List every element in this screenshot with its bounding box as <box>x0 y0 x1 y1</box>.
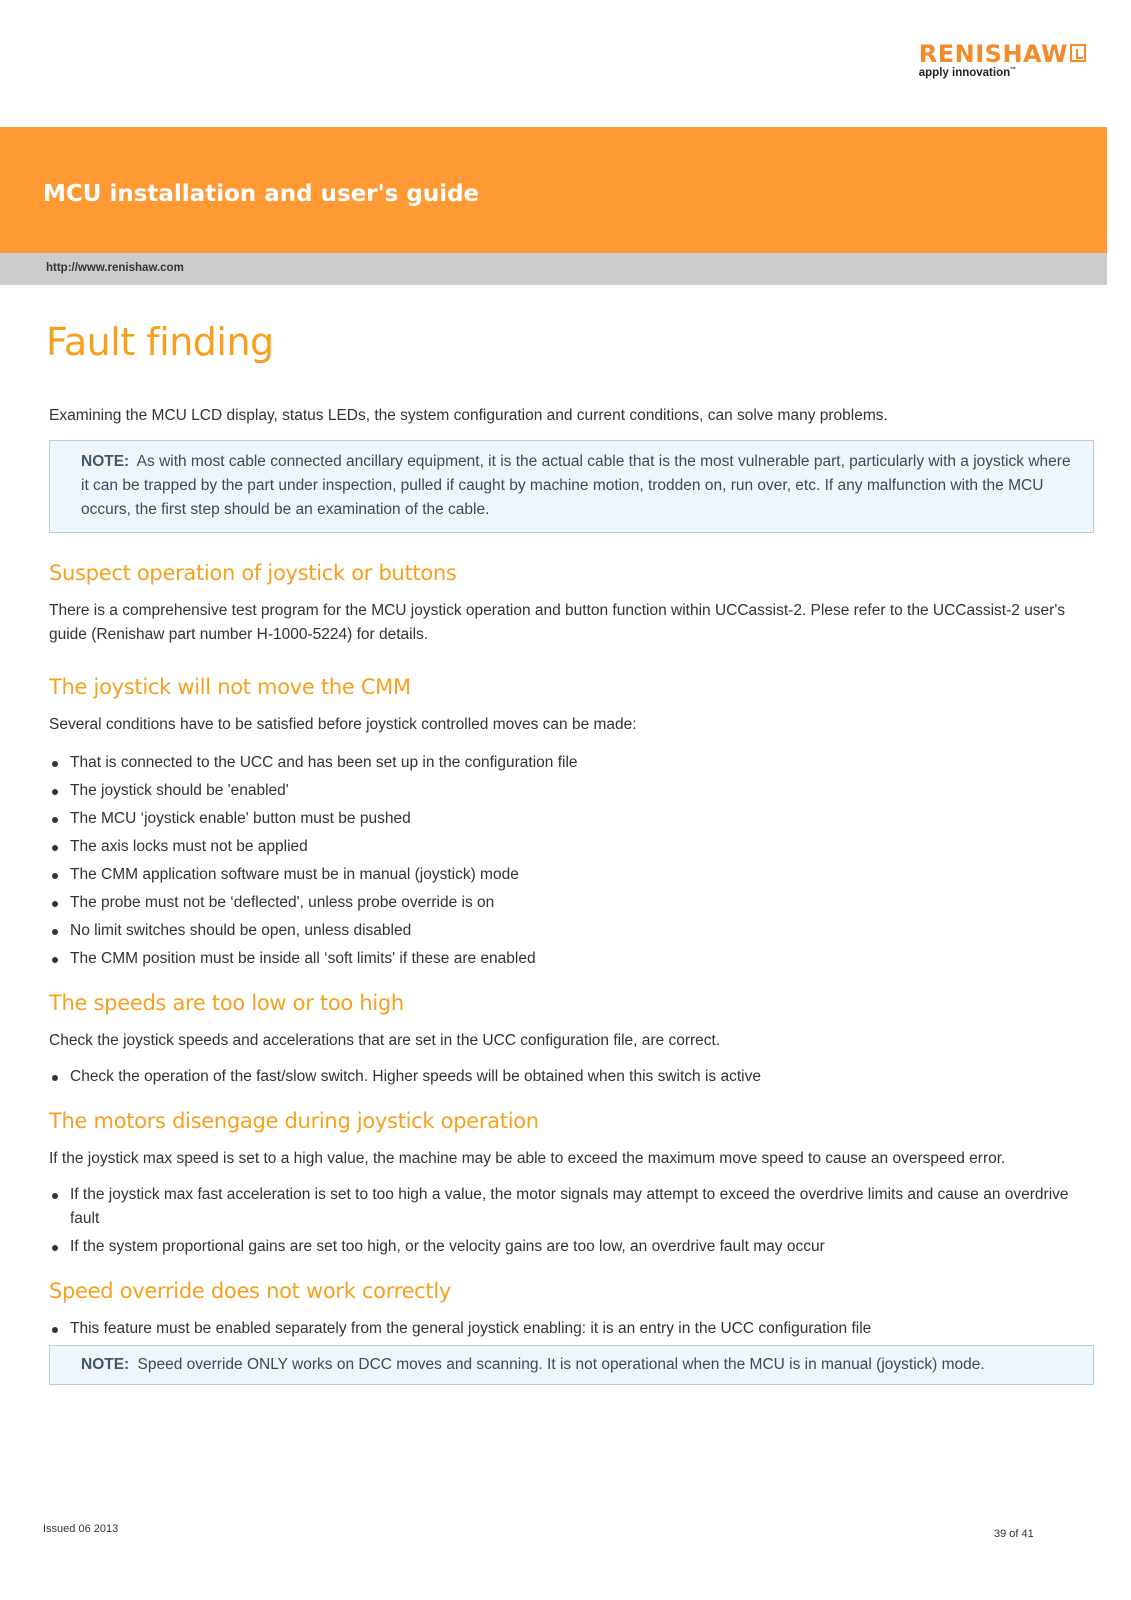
section-paragraph: If the joystick max speed is set to a high value, the machine may be able to exceed the maximum move speed to cause an overspeed error. <box>49 1150 1006 1167</box>
note-box <box>49 1345 1094 1385</box>
note-label: NOTE: <box>81 453 130 470</box>
section-paragraph: There is a comprehensive test program for the MCU joystick operation and button function within UCCassist-2. Plese refer to the UCCassist-2 user's guide (Renishaw part number H-1000-5224) for details. <box>49 602 1066 643</box>
section-heading: The speeds are too low or too high <box>49 991 404 1015</box>
list-item: The CMM position must be inside all ‘soft limits' if these are enabled <box>49 947 1094 971</box>
list-item: The MCU ‘joystick enable' button must be pushed <box>49 807 1094 831</box>
section-paragraph: Check the joystick speeds and accelerations that are set in the UCC configuration file, are correct. <box>49 1032 721 1049</box>
list-item: The joystick should be 'enabled' <box>49 779 1094 803</box>
website-link[interactable]: http://www.renishaw.com <box>46 262 184 274</box>
logo-wordmark: RENISHAW <box>918 40 1068 68</box>
list-item: That is connected to the UCC and has been set up in the configuration file <box>49 751 1094 775</box>
url-bar <box>0 253 1107 285</box>
list-item: This feature must be enabled separately from the general joystick enabling: it is an entry in the UCC configuration file <box>49 1317 1094 1341</box>
list-item: Check the operation of the fast/slow switch. Higher speeds will be obtained when this switch is active <box>49 1065 1094 1089</box>
list-item: If the joystick max fast acceleration is set to too high a value, the motor signals may attempt to exceed the overdrive limits and cause an overdrive fault <box>49 1183 1094 1231</box>
page-number: 39 of 41 <box>994 1528 1034 1540</box>
section-heading: The joystick will not move the CMM <box>49 675 411 699</box>
note-box <box>49 440 1094 533</box>
renishaw-logo <box>919 42 1086 79</box>
list-item: The axis locks must not be applied <box>49 835 1094 859</box>
list-item: If the system proportional gains are set too high, or the velocity gains are too low, an overdrive fault may occur <box>49 1235 1094 1259</box>
note-label: NOTE: <box>81 1356 130 1373</box>
list-item: The probe must not be ‘deflected', unless probe override is on <box>49 891 1094 915</box>
note-text: As with most cable connected ancillary equipment, it is the actual cable that is the most vulnerable part, particularly with a joystick where it can be trapped by the part under inspection, pulled if caught by machine motion, trodden on, run over, etc. If any malfunction with the MCU occurs, the first step should be an examination of the cable. <box>81 453 1071 518</box>
document-title: MCU installation and user's guide <box>43 181 480 207</box>
logo-tagline: apply innovation™ <box>918 67 1017 79</box>
issued-date: Issued 06 2013 <box>43 1523 119 1535</box>
bullet-list <box>49 1183 1094 1259</box>
section-heading: The motors disengage during joystick operation <box>49 1109 539 1133</box>
header-banner <box>0 127 1107 253</box>
bullet-list <box>49 1317 1094 1341</box>
list-item: No limit switches should be open, unless disabled <box>49 919 1094 943</box>
section-heading: Suspect operation of joystick or buttons <box>49 561 457 585</box>
section-heading: Speed override does not work correctly <box>49 1279 452 1303</box>
bullet-list <box>49 1065 1094 1089</box>
page-title: Fault finding <box>46 320 274 364</box>
main-content <box>46 320 1094 1385</box>
logo-mark-icon <box>1070 44 1086 62</box>
bullet-list <box>49 751 1094 971</box>
list-item: The CMM application software must be in manual (joystick) mode <box>49 863 1094 887</box>
intro-paragraph: Examining the MCU LCD display, status LEDs, the system configuration and current conditions, can solve many problems. <box>49 407 888 424</box>
note-text: Speed override ONLY works on DCC moves and scanning. It is not operational when the MCU is in manual (joystick) mode. <box>137 1356 985 1373</box>
section-paragraph: Several conditions have to be satisfied before joystick controlled moves can be made: <box>49 716 637 733</box>
